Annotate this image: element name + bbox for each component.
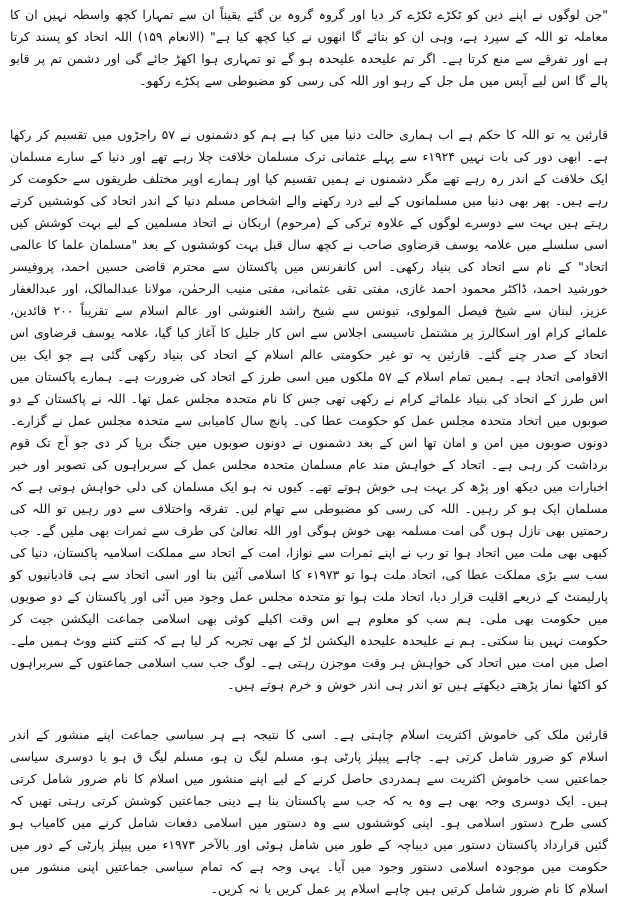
body-paragraph-2: قارئین ملک کی خاموش اکثریت اسلام چاہتی ہے۔ اسی کا نتیجہ ہے ہر سیاسی جماعت اپنے منشور کے اندر اسلام کو ضرور شامل کرتی ہے۔ چاہے پیپلز پارٹی ہو، مسلم لیگ ن ہو، مسلم لیگ ق ہو یا دوسری سیاسی جماعتیں سب خاموش اکثریت سے ہمدردی حاصل کرنے کے لیے اپنے منشور میں اسلام کا نام ضرور شامل کرتی ہیں۔ ایک دوسری وجہ بھی ہے وہ یہ کہ جب سے پاکستان بنا ہے دینی جماعتیں کوشش کرتی رہتی تھیں کہ کسی طرح دستور اسلامی ہو۔ اپنی کوششوں سے وہ دستور میں اسلامی دفعات شامل کرنے میں کامیاب ہو گئیں قرارداد پاکستان دستور میں دیباچہ کے طور میں شامل ہوئی اور بالآخر ۱۹۷۳ء میں پیپلز پارٹی کے دور میں حکومت میں موجودہ اسلامی دستور وجود میں آیا۔ یہی وجہ ہے کہ تمام سیاسی جماعتیں اپنی منشور میں اسلام کا نام ضرور شامل کرتیں ہیں چاہے اسلام پر عمل کریں یا نہ کریں۔: [10, 727, 608, 896]
body-paragraph-1: قارئین یہ تو اللہ کا حکم ہے اب ہماری حالت دنیا میں کیا ہے ہم کو دشمنوں نے ۵۷ راجڑوں میں تقسیم کر رکھا ہے۔ ابھی دور کی بات نہیں ۱۹۲۴ء سے پہلے عثمانی ترک مسلمان خلافت چلا رہے تھے اور دنیا کے سارے مسلمان ایک خلافت کے اندر رہ رہے تھے مگر دشمنوں نے ہمیں تقسیم کیا اور ہمارے اوپر مختلف طریقوں سے حکومت کر رہے ہیں۔ پھر بھی دنیا میں مسلمانوں کے لیے درد رکھنے والے اشخاص مسلم دنیا کے اندر اتحاد کی کوششیں کرتے رہتے ہیں بہت سے دوسرے لوگوں کے علاوہ ترکی کے (مرحوم) اربکان نے اتحاد مسلمین کے لیے بہت کوشش کیں اسی سلسلے میں علامہ یوسف قرضاوی صاحب نے کچھ سال قبل بہت کوششوں کے بعد "مسلمان علما کا عالمی اتحاد" کے نام سے اتحاد کی بنیاد رکھی۔ اس کانفرنس میں پاکستان سے محترم قاضی حسین احمد، پروفیسر خورشید احمد، ڈاکٹر محمود احمد غازی، مفتی تقی عثمانی، مفتی منیب الرحمٰن، مولانا عبدالمالک، اور عبدالغفار عزیز، لبنان سے شیخ فیصل المولوی، تیونس سے شیخ راشد الغنوشی اور عالم اسلام سے تقریباً ۲۰۰ قائدین، علمائے کرام اور اسکالرز پر مشتمل تاسیسی اجلاس سے اس کار جلیل کا آغاز کیا گیا، علامہ یوسف قرضاوی اس اتحاد کے صدر چنے گئے۔ قارئین یہ تو غیر حکومتی عالم اسلام کے اتحاد کی بنیاد رکھی گئی ہے جو ایک بین الاقوامی اتحاد ہے۔ ہمیں تمام اسلام کے ۵۷ ملکوں میں اسی طرز کے اتحاد کی ضرورت ہے۔ ہمارے پاکستان میں اس طرز کے اتحاد کی بنیاد علمائے کرام نے رکھی تھی جس کا نام متحدہ مجلس عمل تھا۔ اللہ نے پاکستان کے دو صوبوں میں اتحاد متحدہ مجلس عمل کو حکومت عطا کی۔ پانچ سال کامیابی سے متحدہ مجلس عمل نے گزارے۔ دونوں صوبوں میں امن و امان تھا اس کے بعد دشمنوں نے دونوں صوبوں میں جنگ برپا کر دی جو آج تک قوم برداشت کر رہی ہے۔ اتحاد کے خواہش مند عام مسلمان متحدہ مجلس عمل کے سربراہوں کی تصویر اور خبر اخبارات میں دیکھ اور پڑھ کر بہت ہی خوش ہوتے تھے۔ کیوں نہ ہو ایک مسلمان کی دلی خواہش ہوتی ہے کہ مسلمان ایک ہو کر رہیں۔ اللہ کی رسی کو مضبوطی سے تھام لیں۔ تفرقہ واختلاف سے دور رہیں تو اللہ کی رحمتیں بھی نازل ہوں گی امت مسلمہ بھی خوش ہوگی اور اللہ تعالیٰ کی طرف سے ثمرات بھی ملیں گے۔ جب کبھی بھی ملت میں اتحاد ہوا تو رب نے اپنے ثمرات سے نوازا، امت کے اتحاد سے مملکت اسلامیہ پاکستان، دنیا کی سب سے بڑی مملکت عطا کی، اتحاد ملت ہوا تو ۱۹۷۳ء کا اسلامی آئین بنا اور اسی اتحاد سے ہی قادیانیوں کو پارلیمنٹ کے ذریعے اقلیت قرار دیا، اتحاد ملت ہوا تو متحدہ مجلس عمل وجود میں آئی اور پاکستان کے دو صوبوں میں حکومت بھی ملی۔ ہم سب کو معلوم ہے اس وقت اکیلے کوئی بھی اسلامی جماعت الیکشن جیت کر حکومت نہیں بنا سکتی۔ ہم نے علیحدہ علیحدہ الیکشن لڑ کے بھی تجربہ کر لیا ہے کہ کتنے کتنے ووٹ ہمیں ملے۔ اصل میں امت میں اتحاد کی خواہش ہر وقت موجزن رہتی ہے۔ لوگ جب سب اسلامی جماعتوں کے سربراہوں کو اکٹھا نماز پڑھتے دیکھتے ہیں تو اندر ہی اندر خوش و خرم ہوتے ہیں۔: [10, 127, 608, 692]
intro-paragraph: "جن لوگوں نے اپنے دین کو ٹکڑے ٹکڑے کر دیا اور گروہ گروہ بن گئے یقیناً ان سے تمہارا کچھ واسطہ نہیں ان کا معاملہ تو اللہ کے سپرد ہے، وہی ان کو بتائے گا انھوں نے کیا کچھ کیا ہے" (الانعام ۱۵۹) اللہ اتحاد کو پسند کرتا ہے اور تفرقے سے منع کرتا ہے۔ اگر تم علیحدہ علیحدہ ہو گے تو تمہاری ہوا اکھڑ جائے گی اور دشمن تم پر قابو پالے گا اس لیے آپس میں مل جل کے رہو اور اللہ کی رسی کو مضبوطی سے پکڑے رکھو۔: [10, 7, 608, 88]
